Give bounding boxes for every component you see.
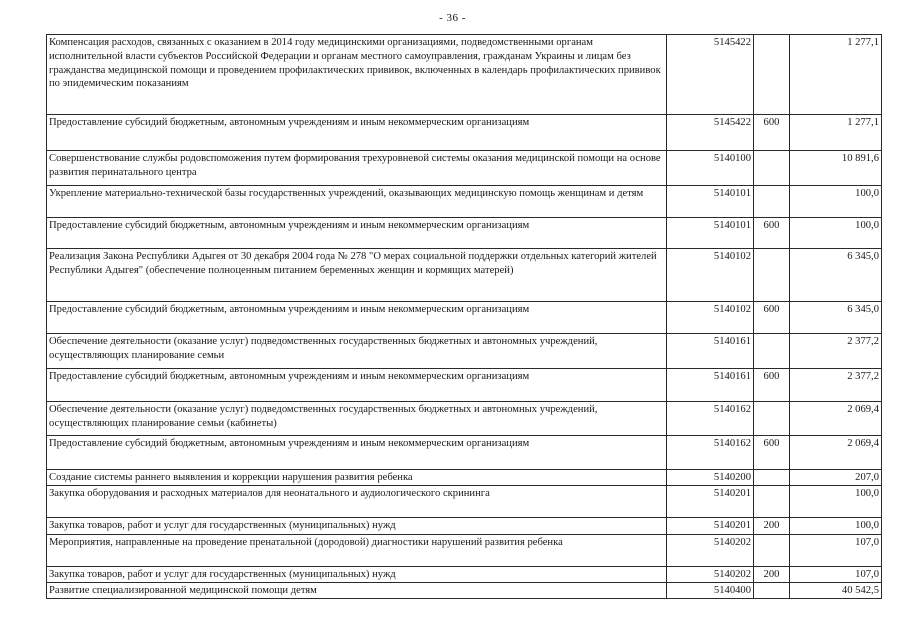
amount: 2 377,2 <box>790 334 882 369</box>
expense-name: Предоставление субсидий бюджетным, автономным учреждениям и иным некоммерческим организациям <box>47 436 667 470</box>
expense-name: Реализация Закона Республики Адыгея от 30 декабря 2004 года № 278 "О мерах социальной поддержки отдельных категорий жителей Республики Адыгея" (обеспечение полноценным питанием беременных женщин и кормящих матерей) <box>47 249 667 302</box>
expense-type-code <box>754 470 790 486</box>
amount: 40 542,5 <box>790 583 882 599</box>
table-row <box>47 567 882 583</box>
expense-type-code <box>754 402 790 436</box>
target-code: 5140202 <box>667 567 754 583</box>
expense-name: Совершенствование службы родовспоможения путем формирования трехуровневой системы оказания медицинской помощи на основе развития перинатального центра <box>47 151 667 186</box>
page-number: - 36 - <box>439 12 466 24</box>
expense-name: Развитие специализированной медицинской помощи детям <box>47 583 667 599</box>
expense-name: Обеспечение деятельности (оказание услуг) подведомственных государственных бюджетных и автономных учреждений, осуществляющих планирование семьи <box>47 334 667 369</box>
table-row <box>47 402 882 436</box>
target-code: 5140102 <box>667 249 754 302</box>
expense-type-code: 600 <box>754 115 790 151</box>
expense-name: Закупка товаров, работ и услуг для государственных (муниципальных) нужд <box>47 567 667 583</box>
table-row <box>47 535 882 567</box>
amount: 100,0 <box>790 218 882 249</box>
amount: 1 277,1 <box>790 35 882 115</box>
table-row <box>47 486 882 518</box>
table-row <box>47 583 882 599</box>
amount: 107,0 <box>790 567 882 583</box>
table-row <box>47 436 882 470</box>
target-code: 5140102 <box>667 302 754 334</box>
expense-type-code <box>754 249 790 302</box>
expense-name: Предоставление субсидий бюджетным, автономным учреждениям и иным некоммерческим организациям <box>47 369 667 402</box>
amount: 2 069,4 <box>790 436 882 470</box>
expense-name: Компенсация расходов, связанных с оказанием в 2014 году медицинскими организациями, подведомственными органам исполнительной власти субъектов Российской Федерации и органам местного самоуправления, гражданам Украины и лицам без гражданства медицинской помощи и проведением профилактических прививок, включенных в календарь профилактических прививок по эпидемическим показаниям <box>47 35 667 115</box>
amount: 100,0 <box>790 486 882 518</box>
table-row <box>47 518 882 535</box>
expense-name: Создание системы раннего выявления и коррекции нарушения развития ребенка <box>47 470 667 486</box>
expense-name: Предоставление субсидий бюджетным, автономным учреждениям и иным некоммерческим организациям <box>47 218 667 249</box>
expense-type-code: 600 <box>754 218 790 249</box>
table-row <box>47 334 882 369</box>
target-code: 5140100 <box>667 151 754 186</box>
expense-type-code <box>754 535 790 567</box>
target-code: 5140201 <box>667 486 754 518</box>
target-code: 5140101 <box>667 218 754 249</box>
target-code: 5140400 <box>667 583 754 599</box>
expense-name: Предоставление субсидий бюджетным, автономным учреждениям и иным некоммерческим организациям <box>47 302 667 334</box>
table-row <box>47 186 882 218</box>
expense-type-code: 600 <box>754 302 790 334</box>
expense-type-code <box>754 35 790 115</box>
table-row <box>47 115 882 151</box>
target-code: 5140161 <box>667 369 754 402</box>
target-code: 5140201 <box>667 518 754 535</box>
target-code: 5140161 <box>667 334 754 369</box>
expense-type-code: 600 <box>754 436 790 470</box>
expense-name: Закупка товаров, работ и услуг для государственных (муниципальных) нужд <box>47 518 667 535</box>
expense-type-code <box>754 186 790 218</box>
table-row <box>47 218 882 249</box>
expense-type-code <box>754 583 790 599</box>
expense-name: Мероприятия, направленные на проведение пренатальной (дородовой) диагностики нарушений развития ребенка <box>47 535 667 567</box>
target-code: 5140202 <box>667 535 754 567</box>
table-row <box>47 302 882 334</box>
target-code: 5140162 <box>667 402 754 436</box>
target-code: 5145422 <box>667 115 754 151</box>
amount: 6 345,0 <box>790 302 882 334</box>
budget-table <box>46 34 882 599</box>
expense-name: Предоставление субсидий бюджетным, автономным учреждениям и иным некоммерческим организациям <box>47 115 667 151</box>
expense-type-code <box>754 151 790 186</box>
amount: 6 345,0 <box>790 249 882 302</box>
amount: 207,0 <box>790 470 882 486</box>
table-row <box>47 35 882 115</box>
target-code: 5140101 <box>667 186 754 218</box>
table-row <box>47 369 882 402</box>
target-code: 5145422 <box>667 35 754 115</box>
table-row <box>47 151 882 186</box>
table-row <box>47 470 882 486</box>
expense-type-code: 200 <box>754 518 790 535</box>
expense-type-code <box>754 334 790 369</box>
expense-name: Обеспечение деятельности (оказание услуг) подведомственных государственных бюджетных и автономных учреждений, осуществляющих планирование семьи (кабинеты) <box>47 402 667 436</box>
table-row <box>47 249 882 302</box>
amount: 100,0 <box>790 186 882 218</box>
amount: 2 377,2 <box>790 369 882 402</box>
target-code: 5140162 <box>667 436 754 470</box>
expense-name: Укрепление материально-технической базы государственных учреждений, оказывающих медицинскую помощь женщинам и детям <box>47 186 667 218</box>
target-code: 5140200 <box>667 470 754 486</box>
amount: 107,0 <box>790 535 882 567</box>
expense-type-code: 200 <box>754 567 790 583</box>
expense-type-code <box>754 486 790 518</box>
expense-type-code: 600 <box>754 369 790 402</box>
amount: 1 277,1 <box>790 115 882 151</box>
amount: 10 891,6 <box>790 151 882 186</box>
expense-name: Закупка оборудования и расходных материалов для неонатального и аудиологического скрининга <box>47 486 667 518</box>
amount: 2 069,4 <box>790 402 882 436</box>
amount: 100,0 <box>790 518 882 535</box>
